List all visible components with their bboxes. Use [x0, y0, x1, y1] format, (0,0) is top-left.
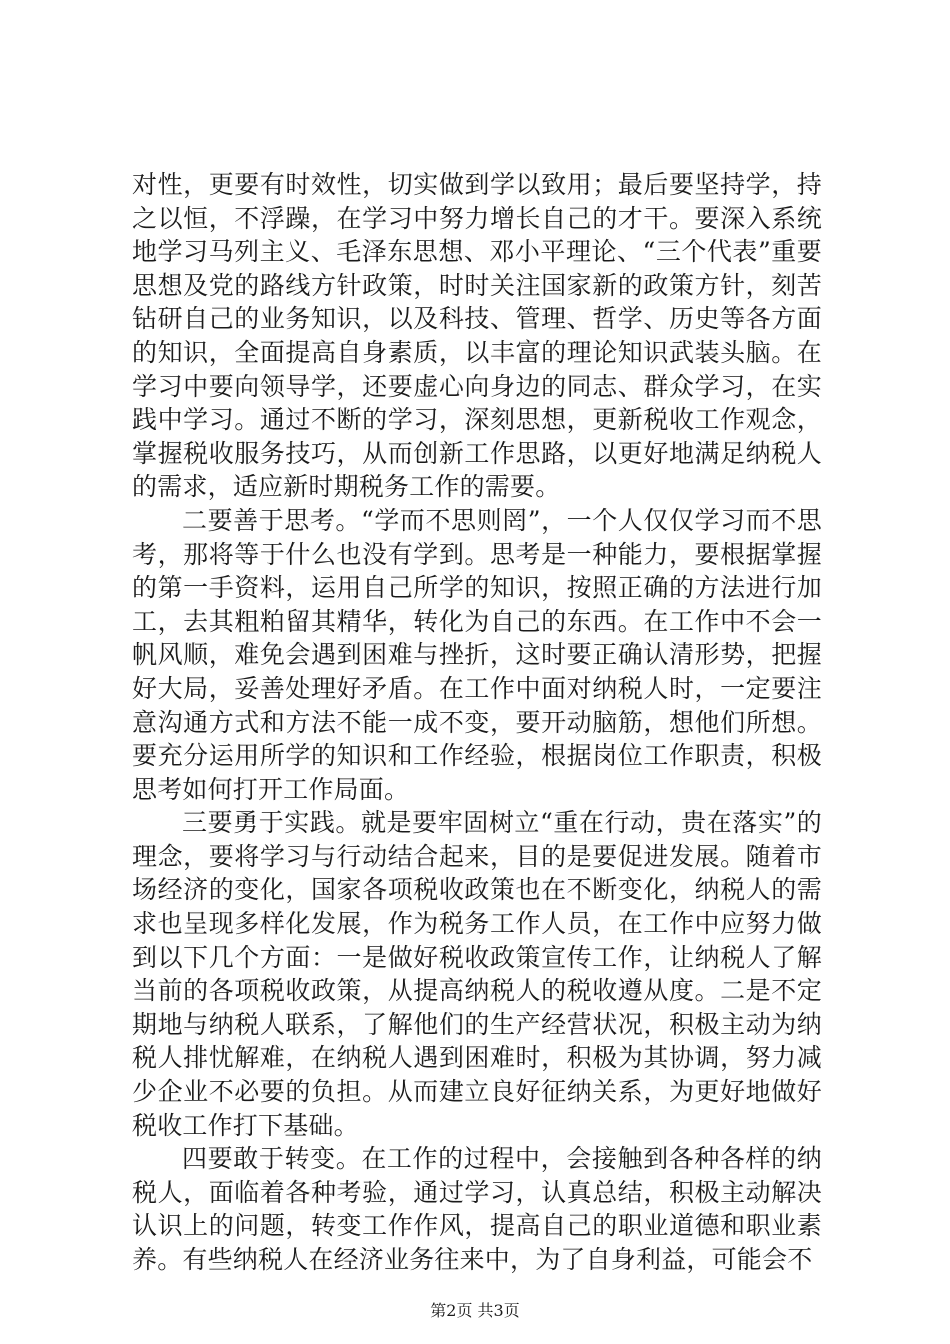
- body-text: [132, 168, 822, 1277]
- paragraph-3: 三要勇于实践。就是要牢固树立“重在行动，贵在落实”的理念，要将学习与行动结合起来，目的是要促进发展。随着市场经济的变化，国家各项税收政策也在不断变化，纳税人的需求也呈现多样化发展，作为税务工作人员，在工作中应努力做到以下几个方面：一是做好税收政策宣传工作，让纳税人了解当前的各项税收政策，从提高纳税人的税收遵从度。二是不定期地与纳税人联系，了解他们的生产经营状况，积极主动为纳税人排忧解难，在纳税人遇到困难时，积极为其协调，努力减少企业不必要的负担。从而建立良好征纳关系，为更好地做好税收工作打下基础。: [132, 808, 822, 1140]
- paragraph-1: 对性，更要有时效性，切实做到学以致用；最后要坚持学，持之以恒，不浮躁，在学习中努力增长自己的才干。要深入系统地学习马列主义、毛泽东思想、邓小平理论、“三个代表”重要思想及党的路线方针政策，时时关注国家新的政策方针，刻苦钻研自己的业务知识，以及科技、管理、哲学、历史等各方面的知识，全面提高自身素质，以丰富的理论知识武装头脑。在学习中要向领导学，还要虚心向身边的同志、群众学习，在实践中学习。通过不断的学习，深刻思想，更新税收工作观念，掌握税收服务技巧，从而创新工作思路，以更好地满足纳税人的需求，适应新时期税务工作的需要。: [132, 170, 822, 502]
- paragraph-4: 四要敢于转变。在工作的过程中，会接触到各种各样的纳税人，面临着各种考验，通过学习，认真总结，积极主动解决认识上的问题，转变工作作风，提高自己的职业道德和职业素养。有些纳税人在经济业务往来中，为了自身利益，可能会不: [132, 1144, 822, 1274]
- page-footer: 第2页 共3页: [430, 1301, 520, 1320]
- paragraph-2: 二要善于思考。“学而不思则罔”，一个人仅仅学习而不思考，那将等于什么也没有学到。思考是一种能力，要根据掌握的第一手资料，运用自己所学的知识，按照正确的方法进行加工，去其粗粕留其精华，转化为自己的东西。在工作中不会一帆风顺，难免会遇到困难与挫折，这时要正确认清形势，把握好大局，妥善处理好矛盾。在工作中面对纳税人时，一定要注意沟通方式和方法不能一成不变，要开动脑筋，想他们所想。要充分运用所学的知识和工作经验，根据岗位工作职责，积极思考如何打开工作局面。: [132, 505, 822, 804]
